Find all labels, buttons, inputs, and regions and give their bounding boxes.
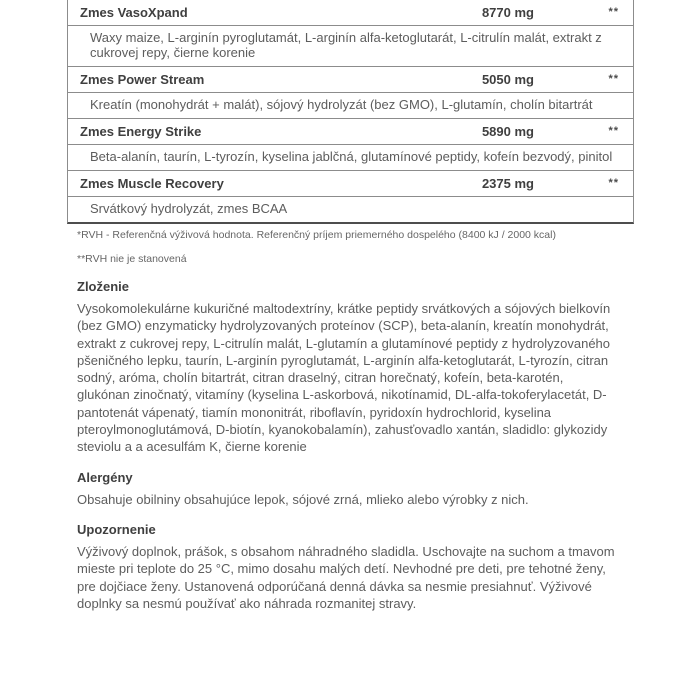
section-body: Vysokomolekulárne kukuričné maltodextríny, krátke peptidy srvátkových a sójových bielkovín (bez GMO) enzymaticky hydrolyzovaných proteínov (SCP), beta-alanín, kreatín monohydrát, extrakt z cukrovej repy, L-citrulín malát, L-glutamín a glutamínové peptidy z hydrolyzovaného pšeničného lepku, taurín, L-arginín pyroglutamát, L-arginín alfa-ketoglutarát, L-tyrozín, citran sodný, aróma, cholín bitartrát, citran draselný, citran horečnatý, kofeín, beta-karotén, glukónan zinočnatý, vitamíny (kyselina L-askorbová, nikotínamid, DL-alfa-tokoferylacetát, D-pantotenát vápenatý, tiamín mononitrát, riboflavín, pyridoxín hydrochlorid, kyselina pteroylmonoglutámová, D-biotín, kyanokobalamín), zahusťovadlo xantán, sladidlo: glykozidy steviolu a a acesulfám K, čierne korenie bbox=[77, 301, 611, 455]
blend-name: Zmes Power Stream bbox=[80, 72, 205, 87]
composition-section bbox=[77, 279, 634, 456]
blend-footnote-marker: ** bbox=[608, 6, 619, 18]
section-heading: Upozornenie bbox=[77, 521, 156, 537]
section-heading: Alergény bbox=[77, 469, 133, 485]
blend-ingredients: Beta-alanín, taurín, L-tyrozín, kyselina jablčná, glutamínové peptidy, kofeín bezvodý, pinitol bbox=[68, 145, 633, 171]
blend-amount: 8770 mg bbox=[481, 5, 534, 20]
table-row bbox=[68, 171, 633, 197]
blend-footnote-marker: ** bbox=[608, 177, 619, 189]
table-row bbox=[68, 0, 633, 26]
section-body: Obsahuje obilniny obsahujúce lepok, sójové zrná, mlieko alebo výrobky z nich. bbox=[77, 491, 529, 507]
rvh-not-set-footnote: **RVH nie je stanovená bbox=[77, 252, 187, 265]
blend-footnote-marker: ** bbox=[608, 125, 619, 137]
blend-amount: 5890 mg bbox=[481, 124, 534, 139]
allergens-section bbox=[77, 470, 634, 508]
table-row bbox=[68, 67, 633, 93]
blend-name: Zmes Muscle Recovery bbox=[80, 176, 224, 191]
blend-amount: 5050 mg bbox=[481, 72, 534, 87]
warning-section bbox=[77, 522, 634, 612]
blend-name: Zmes VasoXpand bbox=[80, 5, 188, 20]
blend-ingredients: Waxy maize, L-arginín pyroglutamát, L-arginín alfa-ketoglutarát, L-citrulín malát, extrakt z cukrovej repy, čierne korenie bbox=[68, 26, 633, 67]
section-heading: Zloženie bbox=[77, 279, 130, 294]
blend-name: Zmes Energy Strike bbox=[80, 124, 202, 139]
blend-ingredients: Srvátkový hydrolyzát, zmes BCAA bbox=[90, 201, 288, 216]
table-row bbox=[68, 119, 633, 145]
blend-amount: 2375 mg bbox=[481, 176, 534, 191]
nutrition-table bbox=[67, 0, 634, 224]
section-body: Výživový doplnok, prášok, s obsahom náhradného sladidla. Uschovajte na suchom a tmavom mieste pri teplote do 25 °C, mimo dosahu malých detí. Nevhodné pre deti, pre tehotné ženy, pre dojčiace ženy. Ustanovená odporúčaná denná dávka sa nesmie presiahnuť. Výživové doplnky sa nesmú používať ako náhrada rozmanitej stravy. bbox=[77, 543, 615, 611]
rvh-footnote: *RVH - Referenčná výživová hodnota. Referenčný príjem priemerného dospelého (8400 kJ / 2000 kcal) bbox=[77, 229, 556, 241]
blend-footnote-marker: ** bbox=[608, 73, 619, 85]
blend-ingredients: Kreatín (monohydrát + malát), sójový hydrolyzát (bez GMO), L-glutamín, cholín bitartrát bbox=[68, 93, 633, 119]
supplement-label-page bbox=[67, 0, 634, 612]
